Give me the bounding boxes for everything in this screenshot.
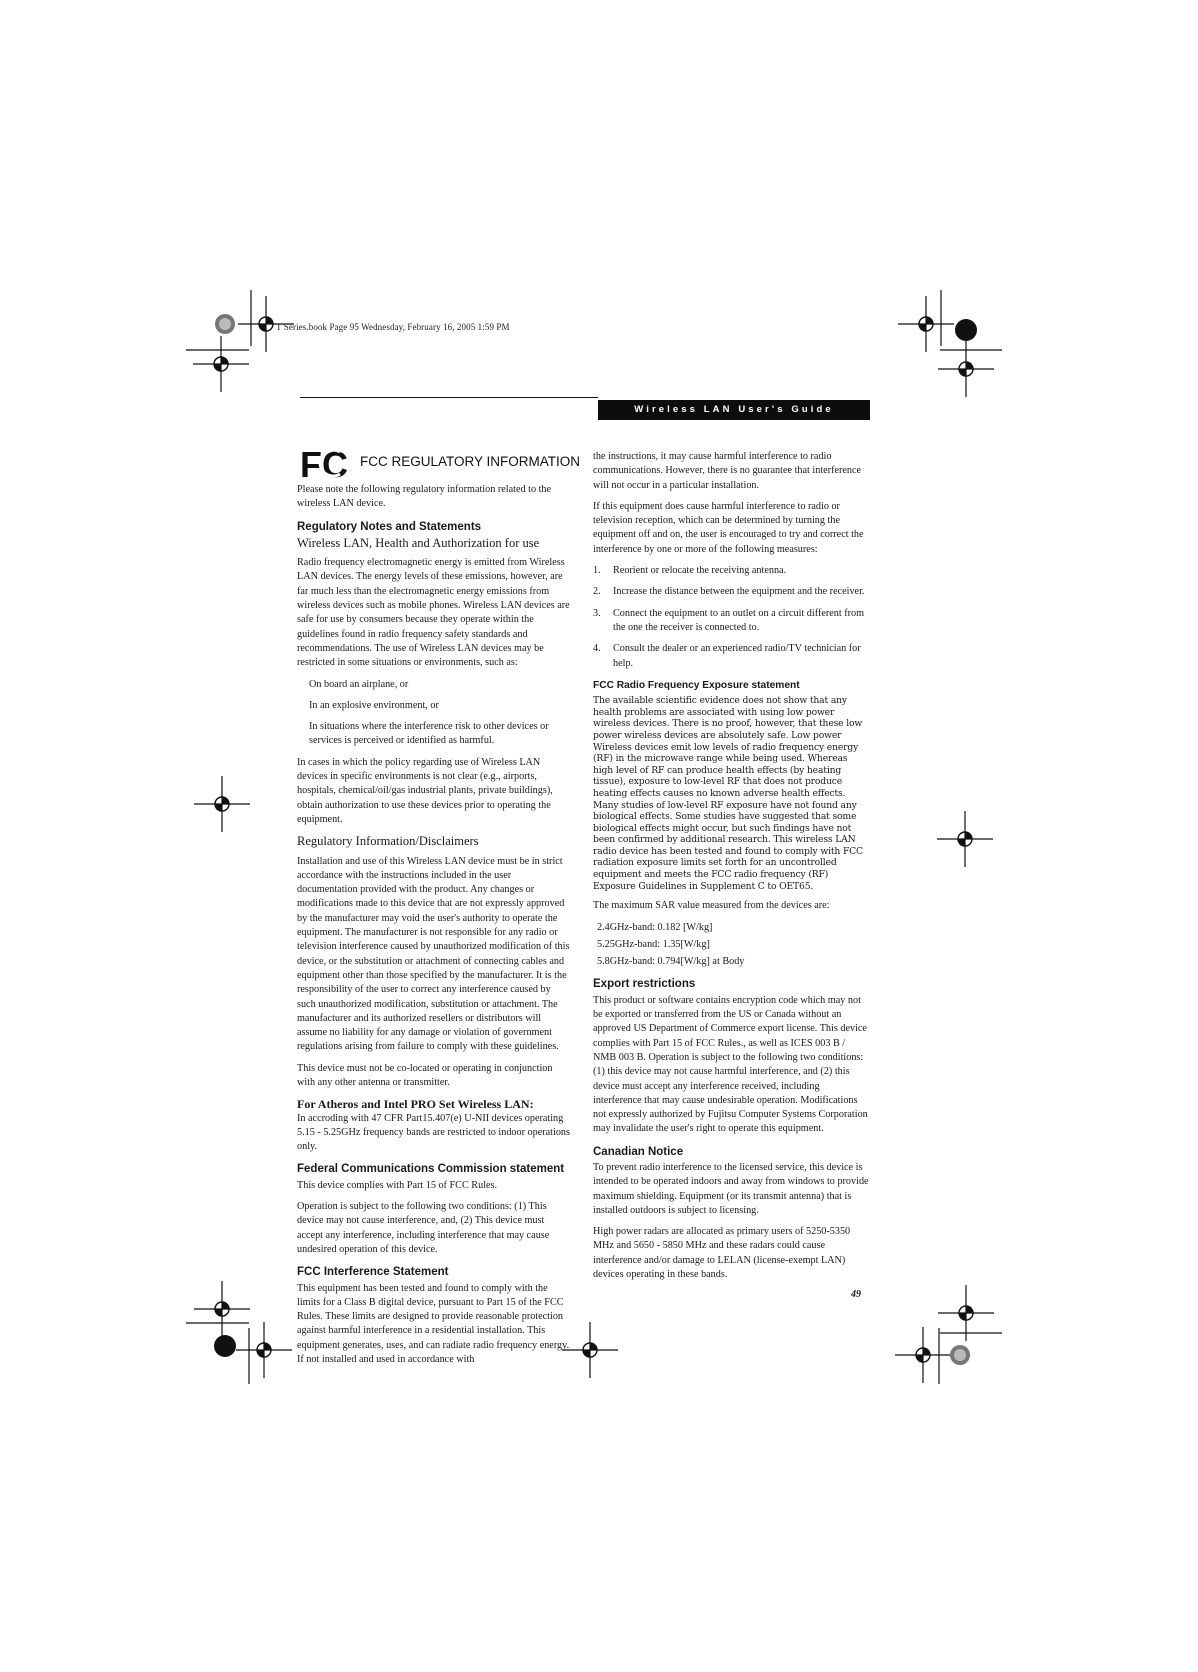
heading-fcc-statement: Federal Communications Commission statement (297, 1163, 565, 1176)
heading-exposure: FCC Radio Frequency Exposure statement (593, 679, 800, 691)
export-paragraph: This product or software contains encryption code which may not be exported or transferred from the US or Canada without an approved US Department of Commerce export license. This device complies with Part 15 of FCC Rules., as well as ICES 003 B / NMB 003 B. Operation is subject to the following two conditions: (1) this device may not cause harmful interference, and (2) this device must accept any interference received, including interference that may cause undesirable operation. Modifications not expressly authorized by Fujitsu Computer Systems Corporation may invalidate the user's right to operate this equipment. (593, 994, 868, 1135)
list-item: 4. Consult the dealer or an experienced radio/TV technician for help. (593, 643, 861, 669)
left-column (297, 483, 570, 1374)
heading-regulatory-notes: Regulatory Notes and Statements (297, 520, 482, 533)
heading-health: Wireless LAN, Health and Authorization for use (297, 535, 540, 550)
if-interference-paragraph: If this equipment does cause harmful interference to radio or television reception, which can be determined by turning the equipment off and on, the user is encouraged to try and correct the interference by one or more of the following measures: (593, 500, 864, 555)
sar-525ghz: 5.25GHz-band: 1.35[W/kg] (597, 938, 710, 950)
list-item: 3. Connect the equipment to an outlet on a circuit different from the one the receiver is connected to. (593, 607, 865, 633)
sar-58ghz: 5.8GHz-band: 0.794[W/kg] at Body (597, 956, 745, 968)
list-item: 2. Increase the distance between the equipment and the receiver. (593, 586, 865, 598)
print-slug: T Series.book Page 95 Wednesday, February 16, 2005 1:59 PM (276, 322, 510, 332)
heading-export: Export restrictions (593, 978, 696, 991)
sar-intro: The maximum SAR value measured from the devices are: (593, 900, 830, 912)
heading-disclaimers: Regulatory Information/Disclaimers (297, 834, 479, 849)
measures-list (593, 564, 869, 671)
installation-paragraph: Installation and use of this Wireless LAN device must be in strict accordance with the instructions included in the user documentation provided with the product. Any changes or modifications made to this device that are not expressly approved by the manufacturer may void the user's authority to operate the equipment. The manufacturer is not responsible for any radio or television interference caused by unauthorized modification of this device, or the substitution or attachment of connecting cables and equipment other than those specified by the manufacturer. It is the responsibility of the user to correct any interference caused by such unauthorized modification, substitution or attachment. The manufacturer and its authorized resellers or distributors will assume no liability for any damage or violation of government regulations arising from failure to comply with these guidelines. (297, 855, 570, 1053)
page-number: 49 (851, 1289, 861, 1300)
sar-values (593, 921, 869, 970)
bullet-explosive: In an explosive environment, or (309, 699, 439, 711)
bullet-interference: In situations where the interference risk to other devices or services is perceived or identified as harmful. (309, 721, 549, 747)
exposure-paragraph: The available scientific evidence does not show that any health problems are associated with using low power wireless devices. There is no proof, however, that these low power wireless devices are absolutely safe. Low power Wireless devices emit low levels of radio frequency energy (RF) in the microwave range while being used. Whereas high level of RF can produce health effects (by heating tissue), exposure to low-level RF that does not produce heating effects causes no known adverse health effects. Many studies of low-level RF exposure have not found any biological effects. Some studies have suggested that some biological effects might occur, but such findings have not been confirmed by additional research. This wireless LAN radio device has been tested and found to comply with FCC radiation exposure limits set forth for an uncontrolled equipment and meets the FCC radio frequency (RF) Exposure Guidelines in Supplement C to OET65. (593, 695, 863, 892)
heading-atheros: For Atheros and Intel PRO Set Wireless LAN: (297, 1097, 534, 1112)
right-column (593, 450, 869, 1289)
heading-canadian: Canadian Notice (593, 1145, 684, 1158)
sar-24ghz: 2.4GHz-band: 0.182 [W/kg] (597, 921, 713, 933)
complies-paragraph: This device complies with Part 15 of FCC Rules. (297, 1179, 498, 1191)
radio-paragraph: Radio frequency electromagnetic energy is emitted from Wireless LAN devices. The energy levels of these emissions, however, are far much less than the electromagnetic energy emissions from wireless devices such as mobile phones. Wireless LAN devices are safe for use by consumers because they operate within the guidelines found in radio frequency safety standards and recommendations. The use of Wireless LAN devices may be restricted in some situations or environments, such as: (297, 557, 570, 669)
interference-paragraph: This equipment has been tested and found to comply with the limits for a Class B digital device, pursuant to Part 15 of the FCC Rules. These limits are designed to provide reasonable protection against harmful interference in a residential installation. This equipment generates, uses, and can radiate radio frequency energy. If not installed and used in accordance with (297, 1282, 570, 1366)
heading-interference: FCC Interference Statement (297, 1266, 449, 1279)
atheros-paragraph: In accroding with 47 CFR Part15.407(e) U-NII devices operating 5.15 - 5.25GHz frequency bands are restricted to indoor operations only. (297, 1112, 570, 1153)
canadian-paragraph-1: To prevent radio interference to the licensed service, this device is intended to be operated indoors and away from windows to provide maximum shielding. Equipment (or its transmit antenna) that is installed outdoors is subject to licensing. (593, 1162, 869, 1216)
intro-paragraph: Please note the following regulatory information related to the wireless LAN device. (297, 484, 552, 510)
operation-paragraph: Operation is subject to the following two conditions: (1) This device may not cause interference, and, (2) This device must accept any interference, including interference that may cause undesired operation of this device. (297, 1201, 550, 1255)
colocate-paragraph: This device must not be co-located or operating in conjunction with any other antenna or transmitter. (297, 1062, 553, 1088)
page-title: FCC REGULATORY INFORMATION (360, 454, 581, 469)
fcc-logo (300, 444, 348, 482)
fcc-logo-text: FC (300, 444, 348, 482)
header-rule (300, 397, 598, 398)
header-band: Wireless LAN User's Guide (598, 400, 870, 420)
list-item: 1. Reorient or relocate the receiving antenna. (593, 565, 787, 577)
canadian-paragraph-2: High power radars are allocated as primary users of 5250-5350 MHz and 5650 - 5850 MHz and these radars could cause interference and/or damage to LELAN (license-exempt LAN) devices operating in these bands. (593, 1226, 851, 1281)
bullet-airplane: On board an airplane, or (309, 678, 409, 690)
cases-paragraph: In cases in which the policy regarding use of Wireless LAN devices in specific environments is not clear (e.g., airports, hospitals, chemical/oil/gas industrial plants, private buildings), obtain authorization to use these devices prior to operating the equipment. (297, 756, 553, 825)
continuation-paragraph: the instructions, it may cause harmful interference to radio communications. However, there is no guarantee that interference will not occur in a particular installation. (593, 451, 862, 491)
